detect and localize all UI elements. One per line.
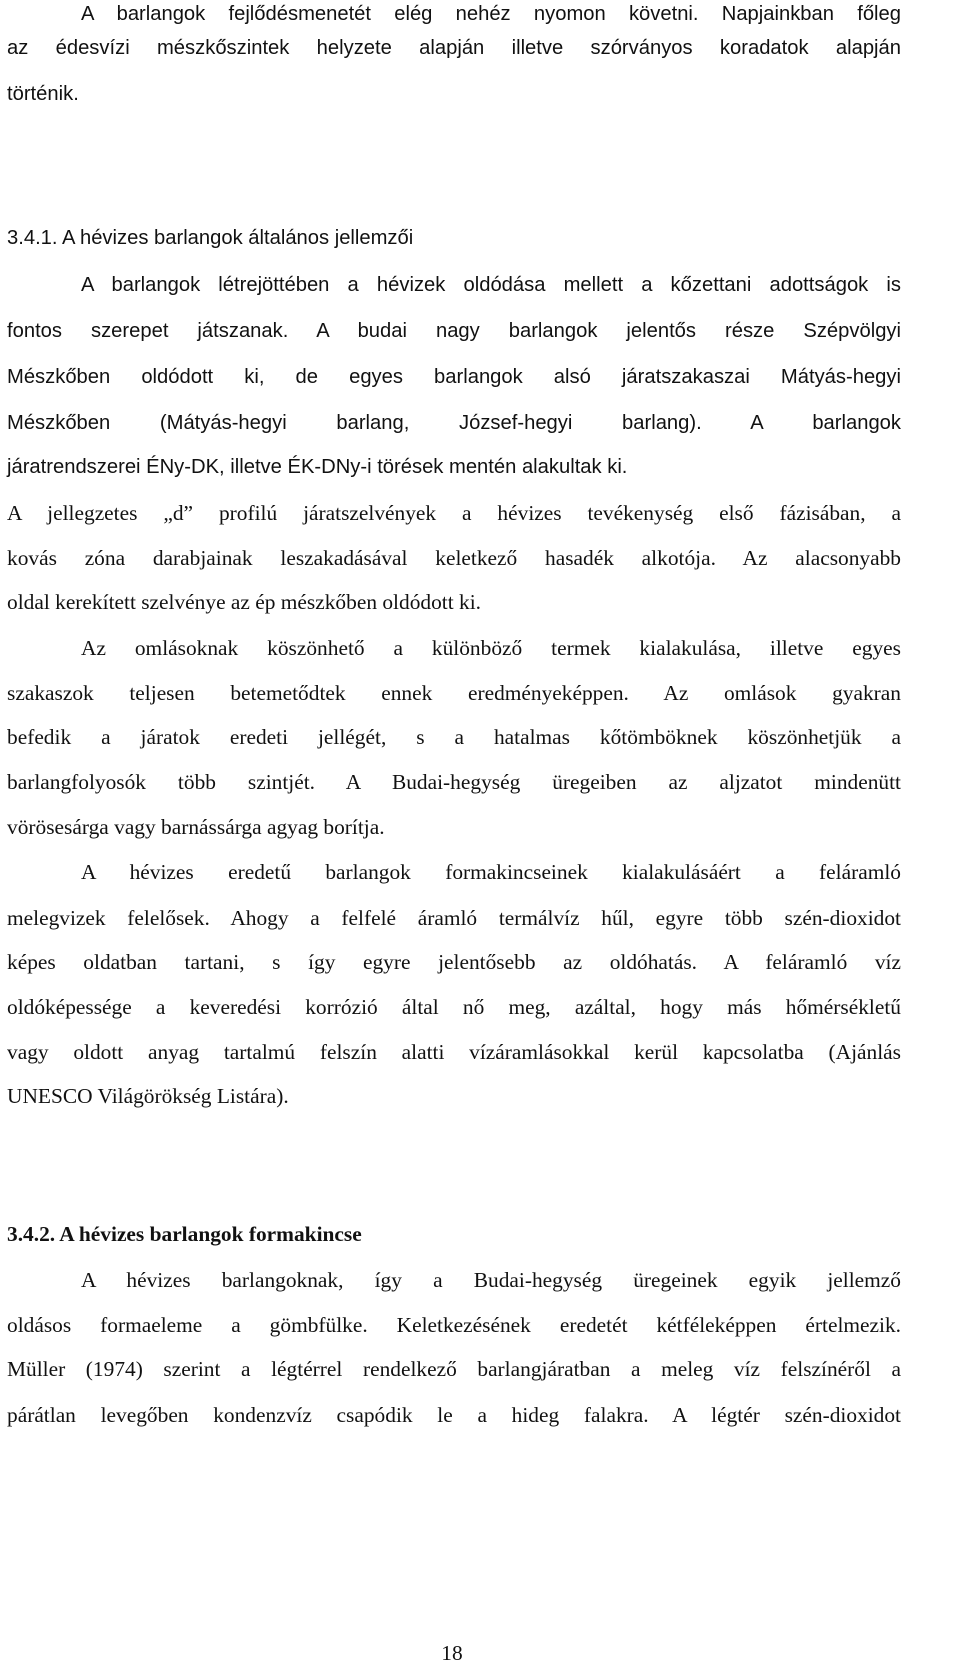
text-line: járatrendszerei ÉNy-DK, illetve ÉK-DNy-i törések mentén alakultak ki.	[7, 456, 628, 478]
text-line: Mészkőben oldódott ki, de egyes barlangok alsó járatszakaszai Mátyás-hegyi	[7, 366, 901, 388]
text-line: Mészkőben (Mátyás-hegyi barlang, József-hegyi barlang). A barlangok	[7, 412, 901, 434]
text-line: vörösesárga vagy barnássárga agyag borítja.	[7, 815, 385, 839]
text-line: A barlangok fejlődésmenetét elég nehéz nyomon követni. Napjainkban főleg	[81, 3, 901, 25]
text-line: történik.	[7, 83, 79, 105]
text-line: melegvizek felelősek. Ahogy a felfelé áramló termálvíz hűl, egyre több szén-dioxidot	[7, 906, 901, 930]
text-line: fontos szerepet játszanak. A budai nagy barlangok jelentős része Szépvölgyi	[7, 320, 901, 342]
text-line: vagy oldott anyag tartalmú felszín alatti vízáramlásokkal kerül kapcsolatba (Ajánlás	[7, 1040, 901, 1064]
text-line: Az omlásoknak köszönhető a különböző termek kialakulása, illetve egyes	[81, 636, 901, 660]
text-line: szakaszok teljesen betemetődtek ennek eredményeképpen. Az omlások gyakran	[7, 681, 901, 705]
text-line: UNESCO Világörökség Listára).	[7, 1084, 289, 1108]
text-line: Müller (1974) szerint a légtérrel rendelkező barlangjáratban a meleg víz felszínéről a	[7, 1357, 901, 1381]
text-line: A hévizes eredetű barlangok formakincseinek kialakulásáért a feláramló	[81, 860, 901, 884]
text-line: az édesvízi mészkőszintek helyzete alapján illetve szórványos koradatok alapján	[7, 37, 901, 59]
page-number: 18	[441, 1641, 463, 1665]
text-line: barlangfolyosók több szintjét. A Budai-hegység üregeiben az aljzatot mindenütt	[7, 770, 901, 794]
text-line: befedik a járatok eredeti jellégét, s a hatalmas kőtömböknek köszönhetjük a	[7, 725, 901, 749]
section-heading: 3.4.1. A hévizes barlangok általános jellemzői	[7, 227, 414, 249]
text-line: oldóképessége a keveredési korrózió által nő meg, azáltal, hogy más hőmérsékletű	[7, 995, 901, 1019]
text-line: A jellegzetes „d” profilú járatszelvények a hévizes tevékenység első fázisában, a	[7, 501, 901, 525]
text-line: párátlan levegőben kondenzvíz csapódik le a hideg falakra. A légtér szén-dioxidot	[7, 1403, 901, 1427]
text-line: kovás zóna darabjainak leszakadásával keletkező hasadék alkotója. Az alacsonyabb	[7, 546, 901, 570]
text-line: képes oldatban tartani, s így egyre jelentősebb az oldóhatás. A feláramló víz	[7, 950, 901, 974]
text-line: A hévizes barlangoknak, így a Budai-hegység üregeinek egyik jellemző	[81, 1268, 901, 1292]
text-line: oldásos formaeleme a gömbfülke. Keletkezésének eredetét kétféleképpen értelmezik.	[7, 1313, 901, 1337]
text-line: A barlangok létrejöttében a hévizek oldódása mellett a kőzettani adottságok is	[81, 274, 901, 296]
section-heading: 3.4.2. A hévizes barlangok formakincse	[7, 1222, 362, 1246]
text-line: oldal kerekített szelvénye az ép mészkőben oldódott ki.	[7, 590, 481, 614]
